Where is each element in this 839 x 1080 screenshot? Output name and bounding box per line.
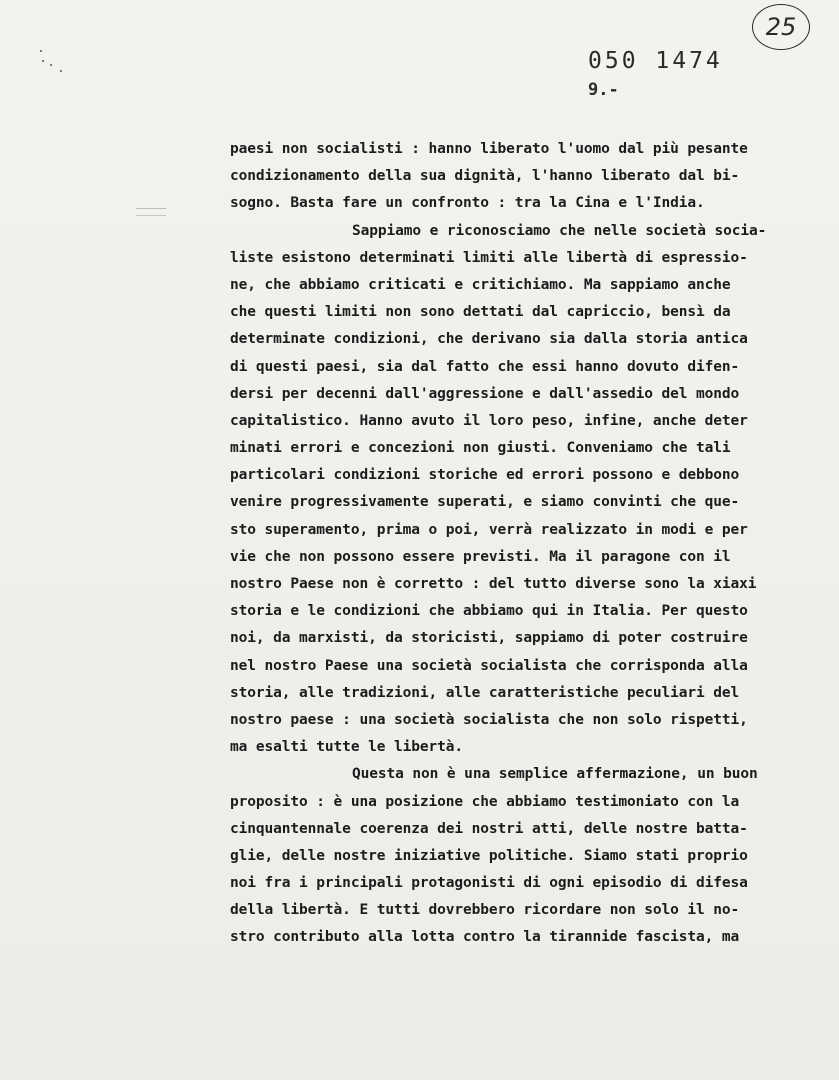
- circled-page-number-text: 25: [765, 13, 797, 41]
- text-line: che questi limiti non sono dettati dal capriccio, bensì da: [230, 304, 731, 321]
- text-line: storia e le condizioni che abbiamo qui in Italia. Per questo: [230, 603, 748, 620]
- text-line: proposito : è una posizione che abbiamo testimoniato con la: [230, 793, 740, 810]
- text-line: dersi per decenni dall'aggressione e dall'assedio del mondo: [230, 385, 740, 402]
- text-line: paesi non socialisti : hanno liberato l'uomo dal più pesante: [230, 141, 748, 157]
- text-line: particolari condizioni storiche ed errori possono e debbono: [230, 467, 740, 484]
- text-line: capitalistico. Hanno avuto il loro peso, infine, anche deter: [230, 412, 748, 429]
- text-line: liste esistono determinati limiti alle libertà di espressio-: [230, 249, 748, 266]
- speck: [42, 60, 44, 62]
- text-line: della libertà. E tutti dovrebbero ricordare non solo il no-: [230, 902, 740, 919]
- text-line: nel nostro Paese una società socialista che corrisponda alla: [230, 657, 748, 674]
- circled-page-number: [752, 4, 810, 50]
- speck: [50, 64, 52, 66]
- text-line: minati errori e concezioni non giusti. Conveniamo che tali: [230, 440, 731, 457]
- speck: [60, 70, 62, 72]
- text-line: vie che non possono essere previsti. Ma il paragone con il: [230, 548, 731, 565]
- speck: [40, 50, 42, 52]
- text-line: sogno. Basta fare un confronto : tra la Cina e l'India.: [230, 195, 705, 212]
- page-number: 9.-: [588, 80, 619, 100]
- text-line: nostro paese : una società socialista che non solo rispetti,: [230, 711, 748, 728]
- document-number: 050 1474: [588, 48, 723, 74]
- text-line: ne, che abbiamo criticati e critichiamo. Ma sappiamo anche: [230, 276, 731, 293]
- text-line: condizionamento della sua dignità, l'hanno liberato dal bi-: [230, 168, 740, 185]
- text-line: Questa non è una semplice affermazione, un buon: [352, 766, 758, 783]
- text-line: noi fra i principali protagonisti di ogni episodio di difesa: [230, 875, 748, 892]
- text-line: sto superamento, prima o poi, verrà realizzato in modi e per: [230, 521, 748, 538]
- text-line: nostro Paese non è corretto : del tutto diverse sono la xiaxi: [230, 576, 757, 592]
- text-line: ma esalti tutte le libertà.: [230, 739, 464, 756]
- text-line: di questi paesi, sia dal fatto che essi hanno dovuto difen-: [230, 358, 740, 375]
- text-line: determinate condizioni, che derivano sia dalla storia antica: [230, 331, 748, 348]
- text-line: storia, alle tradizioni, alle caratteristiche peculiari del: [230, 684, 740, 701]
- margin-mark: [136, 208, 166, 216]
- scan-specks: [40, 50, 60, 80]
- text-line: Sappiamo e riconosciamo che nelle società socia-: [352, 222, 767, 239]
- body-text: [230, 136, 832, 952]
- text-line: venire progressivamente superati, e siamo convinti che que-: [230, 494, 740, 511]
- text-line: stro contributo alla lotta contro la tirannide fascista, ma: [230, 929, 740, 946]
- text-line: glie, delle nostre iniziative politiche. Siamo stati proprio: [230, 847, 748, 864]
- text-line: cinquantennale coerenza dei nostri atti, delle nostre batta-: [230, 820, 748, 837]
- text-line: noi, da marxisti, da storicisti, sappiamo di poter costruire: [230, 630, 748, 647]
